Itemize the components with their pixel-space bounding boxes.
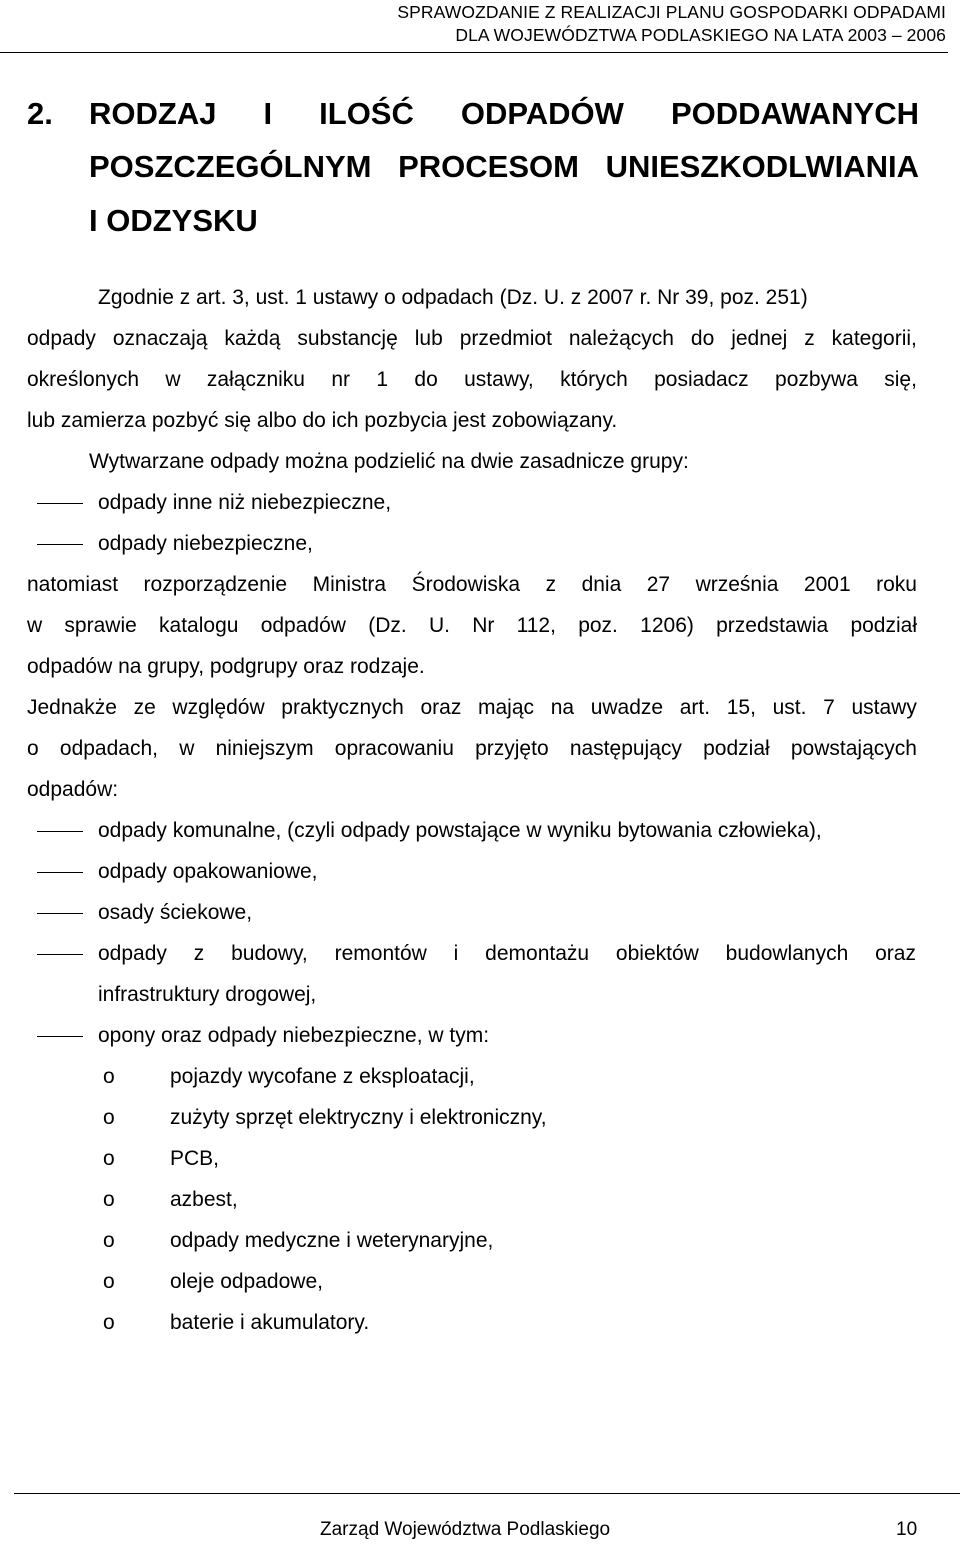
sub-list-item: azbest, — [170, 1188, 238, 1211]
circle-bullet: o — [103, 1147, 115, 1170]
list-item — [98, 941, 916, 967]
circle-bullet: o — [103, 1065, 115, 1088]
word: ILOŚĆ — [319, 96, 414, 131]
word: ustawy — [851, 696, 917, 719]
word: w — [165, 368, 181, 391]
word: na — [550, 696, 575, 719]
word: odpadach, — [59, 737, 158, 760]
dash-bullet — [37, 872, 83, 873]
word: następujący — [569, 737, 682, 760]
word: względów — [172, 696, 265, 719]
word: Jednakże — [27, 696, 117, 719]
list-item: opony oraz odpady niebezpieczne, w tym: — [98, 1024, 490, 1047]
word: Nr — [472, 614, 495, 637]
word: o — [27, 737, 39, 760]
word: odpady — [27, 327, 96, 350]
page-number: 10 — [896, 1519, 918, 1540]
dash-bullet — [37, 954, 83, 955]
list-item: odpady niebezpieczne, — [98, 532, 313, 555]
paragraph-3-line-2 — [27, 736, 917, 762]
word: remontów — [334, 942, 427, 965]
word: należących — [568, 327, 674, 350]
word: przedstawia — [716, 614, 829, 637]
word: z — [545, 573, 557, 596]
sub-list-item: zużyty sprzęt elektryczny i elektroniczny, — [170, 1106, 547, 1129]
word: podział — [703, 737, 770, 760]
word: PODDAWANYCH — [670, 96, 919, 131]
word: opracowaniu — [334, 737, 454, 760]
dash-bullet — [37, 1036, 83, 1037]
word: 15, — [726, 696, 756, 719]
section-number: 2. — [27, 96, 53, 131]
word: sprawie — [64, 614, 137, 637]
word: 27 — [646, 573, 671, 596]
word: ze — [133, 696, 156, 719]
word: poz. — [578, 614, 618, 637]
word: (Dz. — [368, 614, 407, 637]
word: substancję — [297, 327, 398, 350]
dash-bullet — [37, 544, 83, 545]
word: powstających — [790, 737, 917, 760]
word: podział — [850, 614, 917, 637]
word: z — [804, 327, 815, 350]
word: ustawy, — [464, 368, 534, 391]
header-line-2: DLA WOJEWÓDZTWA PODLASKIEGO NA LATA 2003 – 2006 — [455, 25, 946, 45]
paragraph-1-line-4: lub zamierza pozbyć się albo do ich pozbycia jest zobowiązany. — [27, 409, 618, 432]
word: 2001 — [803, 573, 851, 596]
word: PROCESOM — [398, 149, 579, 184]
word: posiadacz — [654, 368, 749, 391]
dash-bullet — [37, 831, 83, 832]
word: rozporządzenie — [143, 573, 288, 596]
word: przedmiot — [459, 327, 552, 350]
word: Środowiska — [411, 573, 521, 596]
word: do — [414, 368, 438, 391]
word: roku — [876, 573, 917, 596]
paragraph-2-line-2 — [27, 613, 917, 639]
word: lub — [414, 327, 443, 350]
word: przyjęto — [475, 737, 549, 760]
word: katalogu — [159, 614, 239, 637]
word: załączniku — [206, 368, 305, 391]
word: z — [193, 942, 205, 965]
word: 1 — [376, 368, 389, 391]
footer-divider — [14, 1493, 960, 1494]
word: których — [560, 368, 628, 391]
paragraph-1-line-1: Zgodnie z art. 3, ust. 1 ustawy o odpadach (Dz. U. z 2007 r. Nr 39, poz. 251) — [98, 286, 808, 309]
word: odpady — [98, 942, 167, 965]
word: w — [27, 614, 43, 637]
dash-bullet — [37, 503, 83, 504]
paragraph-3-line-1 — [27, 695, 917, 721]
word: nr — [331, 368, 351, 391]
section-title-line-3: I ODZYSKU — [89, 203, 258, 238]
paragraph-1-line-2 — [27, 326, 917, 352]
sub-list-item: baterie i akumulatory. — [170, 1311, 370, 1334]
word: dnia — [581, 573, 622, 596]
word: każdą — [224, 327, 281, 350]
paragraph-1-line-3 — [27, 367, 917, 393]
word: POSZCZEGÓLNYM — [89, 149, 372, 184]
page-header — [0, 0, 960, 56]
word: UNIESZKODLWIANIA — [605, 149, 919, 184]
word: uwadze — [590, 696, 664, 719]
word: U. — [428, 614, 450, 637]
word: odpadów — [260, 614, 346, 637]
word: oraz — [420, 696, 462, 719]
word: natomiast — [27, 573, 119, 596]
word: budowy, — [231, 942, 308, 965]
circle-bullet: o — [103, 1270, 115, 1293]
word: do — [690, 327, 715, 350]
word: i — [453, 942, 459, 965]
word: budowlanych — [725, 942, 849, 965]
section-title-line-2 — [89, 149, 919, 185]
word: oznaczają — [112, 327, 208, 350]
sub-list-item: pojazdy wycofane z eksploatacji, — [170, 1065, 475, 1088]
footer-text: Zarząd Województwa Podlaskiego — [320, 1519, 611, 1540]
word: ODPADÓW — [460, 96, 624, 131]
word: I — [263, 96, 273, 131]
word: niniejszym — [215, 737, 314, 760]
paragraph-3-line-3: odpadów: — [27, 778, 119, 801]
word: Ministra — [312, 573, 387, 596]
section-title-line-1 — [89, 96, 919, 132]
word: określonych — [27, 368, 140, 391]
dash-bullet — [37, 913, 83, 914]
word: obiektów — [615, 942, 699, 965]
list-item: odpady komunalne, (czyli odpady powstające w wyniku bytowania człowieka), — [98, 819, 822, 842]
word: praktycznych — [281, 696, 404, 719]
word: mając — [478, 696, 535, 719]
paragraph-2-line-3: odpadów na grupy, podgrupy oraz rodzaje. — [27, 655, 425, 678]
word: RODZAJ — [89, 96, 217, 131]
list-item: osady ściekowe, — [98, 901, 253, 924]
word: września — [695, 573, 779, 596]
word: oraz — [875, 942, 916, 965]
word: się, — [884, 368, 917, 391]
header-divider — [0, 52, 948, 53]
circle-bullet: o — [103, 1106, 115, 1129]
word: kategorii, — [831, 327, 917, 350]
word: 1206) — [640, 614, 694, 637]
paragraph-2-line-1 — [27, 572, 917, 598]
header-line-1: SPRAWOZDANIE Z REALIZACJI PLANU GOSPODARKI ODPADAMI — [397, 2, 946, 22]
list-item-continuation: infrastruktury drogowej, — [98, 983, 317, 1006]
word: w — [179, 737, 195, 760]
list-item: odpady inne niż niebezpieczne, — [98, 491, 392, 514]
word: jednej — [731, 327, 788, 350]
sub-list-item: odpady medyczne i weterynaryjne, — [170, 1229, 494, 1252]
word: pozbywa — [775, 368, 858, 391]
sub-list-item: oleje odpadowe, — [170, 1270, 323, 1293]
word: 7 — [823, 696, 835, 719]
list-item: odpady opakowaniowe, — [98, 860, 318, 883]
circle-bullet: o — [103, 1188, 115, 1211]
paragraph-2-intro: Wytwarzane odpady można podzielić na dwie zasadnicze grupy: — [89, 450, 689, 473]
word: art. — [679, 696, 711, 719]
word: demontażu — [485, 942, 590, 965]
word: ust. — [772, 696, 807, 719]
circle-bullet: o — [103, 1311, 115, 1334]
sub-list-item: PCB, — [170, 1147, 220, 1170]
word: 112, — [516, 614, 556, 637]
circle-bullet: o — [103, 1229, 115, 1252]
